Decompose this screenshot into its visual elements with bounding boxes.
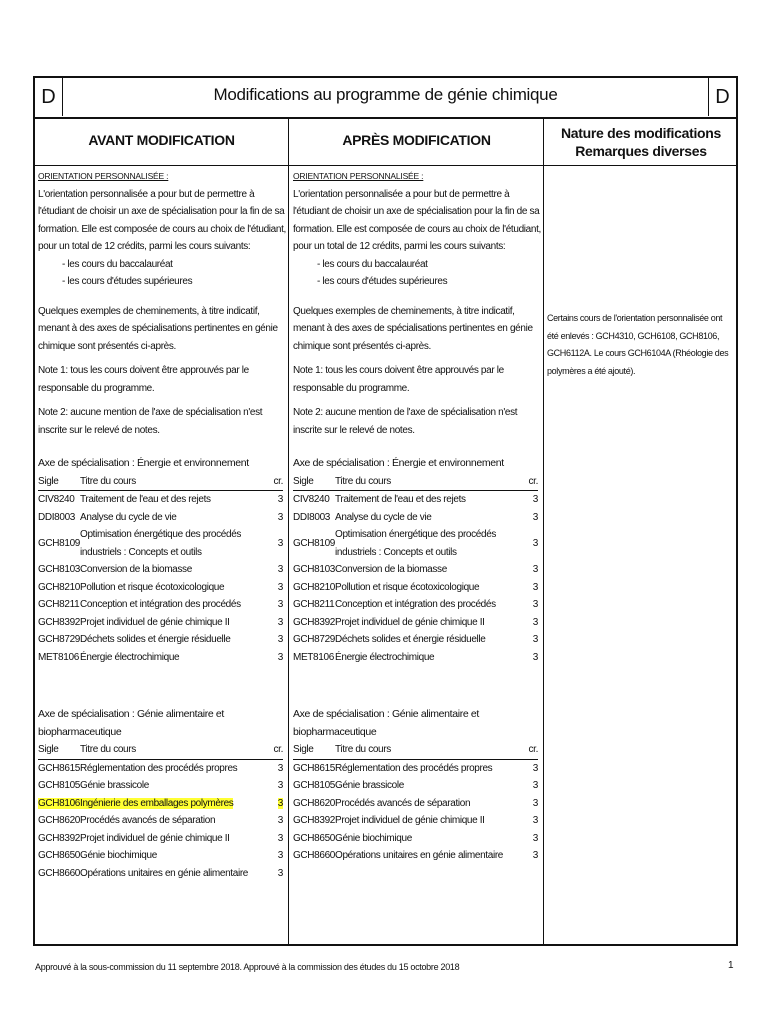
course-credits	[265, 631, 283, 649]
course-title-text: Génie biochimique	[335, 832, 412, 844]
bullet-bac: - les cours du baccalauréat	[317, 258, 428, 270]
course-code-text: GCH8392	[293, 616, 336, 628]
col-cr: cr.	[265, 473, 283, 491]
course-title	[335, 526, 520, 561]
course-credits-text: 3	[532, 564, 538, 575]
course-title-text: Génie brassicole	[335, 780, 404, 791]
course-row	[293, 579, 538, 597]
course-title	[80, 795, 265, 813]
course-code	[293, 777, 335, 795]
course-credits	[265, 847, 283, 865]
axis-energy-title: Axe de spécialisation : Énergie et environnement	[293, 457, 504, 469]
course-credits	[265, 509, 283, 527]
course-code	[293, 491, 335, 509]
course-credits-text: 3	[532, 511, 538, 523]
course-credits	[265, 561, 283, 579]
course-title	[80, 649, 265, 667]
course-row	[293, 631, 538, 649]
course-code	[293, 830, 335, 848]
axis-energy-title: Axe de spécialisation : Énergie et environnement	[38, 457, 249, 469]
course-row	[38, 759, 283, 777]
course-credits	[520, 759, 538, 777]
course-title-text: Conception et intégration des procédés	[80, 599, 241, 610]
course-code	[38, 631, 80, 649]
course-row	[38, 777, 283, 795]
course-code-text: DDI8003	[293, 511, 331, 523]
course-credits	[265, 865, 283, 883]
bullet-etudes-sup: - les cours d'études supérieures	[62, 276, 193, 287]
course-code	[38, 491, 80, 509]
course-credits-text: 3	[532, 797, 538, 809]
course-credits-text: 3	[532, 850, 538, 861]
course-row	[293, 830, 538, 848]
course-title	[335, 614, 520, 632]
course-credits-text: 3	[532, 815, 538, 826]
examples-paragraph: Quelques exemples de cheminements, à titre indicatif, menant à des axes de spécialisations pertinentes en génie chimique sont présentés ci-après.	[38, 305, 278, 352]
course-title	[335, 795, 520, 813]
course-row	[38, 526, 283, 561]
course-row	[293, 509, 538, 527]
course-title-text: Pollution et risque écotoxicologique	[80, 581, 225, 593]
course-code	[293, 795, 335, 813]
course-credits	[265, 795, 283, 813]
course-code	[293, 631, 335, 649]
course-code-text: GCH8109	[38, 537, 81, 549]
course-code-text: GCH8660	[293, 850, 336, 861]
course-title	[80, 865, 265, 883]
course-code-text: GCH8615	[38, 762, 81, 774]
course-credits	[265, 830, 283, 848]
course-code-text: GCH8211	[38, 599, 80, 610]
course-code	[293, 847, 335, 865]
course-title	[80, 579, 265, 597]
course-title-text: Optimisation énergétique des procédés industriels : Concepts et outils	[80, 529, 242, 558]
course-title	[335, 631, 520, 649]
note1: Note 1: tous les cours doivent être approuvés par le responsable du programme.	[38, 365, 249, 394]
course-code	[38, 812, 80, 830]
course-code	[293, 561, 335, 579]
course-title-text: Opérations unitaires en génie alimentaire	[80, 867, 249, 879]
course-credits	[265, 596, 283, 614]
course-title	[80, 777, 265, 795]
course-credits-text: 3	[277, 599, 283, 610]
course-title-text: Analyse du cycle de vie	[80, 511, 177, 523]
approval-footer: Approuvé à la sous-commission du 11 septembre 2018. Approuvé à la commission des études du 15 octobre 2018	[35, 962, 460, 972]
col-sigle: Sigle	[38, 473, 80, 491]
course-code	[293, 759, 335, 777]
course-code	[38, 847, 80, 865]
course-title-text: Traitement de l'eau et des rejets	[80, 494, 211, 505]
course-code-text: GCH8615	[293, 762, 336, 774]
course-code-text: GCH8392	[293, 815, 336, 826]
course-code	[293, 596, 335, 614]
col-titre: Titre du cours	[80, 473, 265, 491]
course-code-text: GCH8103	[38, 564, 81, 575]
course-code	[38, 777, 80, 795]
course-credits-text: 3	[277, 634, 283, 645]
course-title	[335, 561, 520, 579]
course-credits-text: 3	[277, 616, 283, 628]
course-code-text: GCH8392	[38, 832, 81, 844]
course-code	[38, 526, 80, 561]
course-title-text: Réglementation des procédés propres	[335, 762, 493, 774]
course-code	[38, 509, 80, 527]
course-title	[335, 847, 520, 865]
course-title-text: Optimisation énergétique des procédés industriels : Concepts et outils	[335, 529, 497, 558]
course-row	[38, 649, 283, 667]
course-row	[38, 491, 283, 509]
course-row	[293, 526, 538, 561]
course-credits-text: 3	[532, 634, 538, 645]
course-credits	[520, 795, 538, 813]
course-credits	[520, 561, 538, 579]
course-title	[80, 526, 265, 561]
avant-heading: AVANT MODIFICATION	[88, 132, 235, 148]
col-cr: cr.	[520, 473, 538, 491]
column-divider-1	[288, 118, 289, 946]
course-title	[80, 596, 265, 614]
course-code-text: DDI8003	[38, 511, 76, 523]
bullet-bac: - les cours du baccalauréat	[62, 258, 173, 270]
course-credits	[265, 491, 283, 509]
col-sigle: Sigle	[38, 741, 80, 759]
course-title-text: Conception et intégration des procédés	[335, 599, 496, 610]
course-code	[293, 579, 335, 597]
course-title-text: Pollution et risque écotoxicologique	[335, 581, 480, 593]
course-row	[293, 614, 538, 632]
course-code	[38, 865, 80, 883]
course-credits-text: 3	[277, 780, 283, 791]
course-credits-text: 3	[277, 651, 283, 663]
course-credits-text: 3	[277, 815, 283, 826]
course-code	[38, 579, 80, 597]
course-credits	[520, 596, 538, 614]
course-title	[80, 614, 265, 632]
course-code	[293, 812, 335, 830]
course-title	[335, 509, 520, 527]
course-credits	[520, 509, 538, 527]
orientation-heading: ORIENTATION PERSONNALISÉE :	[38, 171, 169, 181]
course-row	[293, 777, 538, 795]
course-credits-text: 3	[532, 762, 538, 774]
course-row	[38, 596, 283, 614]
course-credits	[265, 649, 283, 667]
course-code	[38, 759, 80, 777]
axis-food-title: Axe de spécialisation : Génie alimentaire et biopharmaceutique	[38, 708, 224, 738]
course-credits	[265, 777, 283, 795]
course-title	[335, 579, 520, 597]
course-credits-text: 3	[532, 651, 538, 663]
modification-table	[33, 76, 738, 946]
course-code-text: GCH8210	[38, 581, 81, 593]
column-divider-2	[543, 118, 544, 946]
remarks-text: Certains cours de l'orientation personnalisée ont été enlevés : GCH4310, GCH6108, GCH8106, GCH6112A. Le cours GCH6104A (Rhéologie des polymères a été ajouté).	[547, 313, 729, 376]
course-title-text: Ingénierie des emballages polymères	[80, 797, 234, 809]
course-code-text: GCH8105	[38, 780, 81, 791]
nature-heading-line1: Nature des modifications	[560, 125, 722, 141]
course-title-text: Déchets solides et énergie résiduelle	[335, 634, 486, 645]
course-credits-text: 3	[277, 494, 283, 505]
food-course-table	[293, 741, 538, 865]
course-row	[38, 561, 283, 579]
course-title-text: Génie brassicole	[80, 780, 149, 791]
course-row	[38, 830, 283, 848]
course-code-text: GCH8650	[38, 850, 81, 861]
examples-paragraph: Quelques exemples de cheminements, à titre indicatif, menant à des axes de spécialisations pertinentes en génie chimique sont présentés ci-après.	[293, 305, 533, 352]
energy-course-table	[293, 473, 538, 667]
course-title	[80, 812, 265, 830]
course-credits-text: 3	[532, 537, 538, 549]
course-code	[38, 561, 80, 579]
page-number: 1	[728, 960, 734, 971]
course-credits	[520, 614, 538, 632]
course-code	[293, 526, 335, 561]
course-title-text: Procédés avancés de séparation	[335, 797, 471, 809]
course-credits	[520, 579, 538, 597]
course-code-text: GCH8103	[293, 564, 336, 575]
col-titre: Titre du cours	[335, 741, 520, 759]
course-code-text: GCH8660	[38, 867, 81, 879]
col-titre: Titre du cours	[335, 473, 520, 491]
course-title-text: Énergie électrochimique	[80, 651, 180, 663]
course-credits	[520, 631, 538, 649]
course-title-text: Génie biochimique	[80, 850, 157, 861]
course-title	[335, 830, 520, 848]
course-credits-text: 3	[277, 537, 283, 549]
course-code-text: GCH8620	[293, 797, 336, 809]
course-credits-text: 3	[532, 599, 538, 610]
course-row	[38, 614, 283, 632]
course-title-text: Procédés avancés de séparation	[80, 815, 216, 826]
intro-paragraph: L'orientation personnalisée a pour but de permettre à l'étudiant de choisir un axe de spécialisation pour la fin de sa formation. Elle est composée de cours au choix de l'étudiant, pour un total de 12 crédits, parmi les cours suivants:	[293, 188, 541, 252]
d-label-right: D	[708, 78, 736, 116]
course-title-text: Conversion de la biomasse	[80, 564, 192, 575]
course-row	[38, 795, 283, 813]
course-title	[80, 759, 265, 777]
course-credits-text: 3	[277, 797, 283, 809]
document-title: Modifications au programme de génie chimique	[213, 85, 558, 104]
bullet-etudes-sup: - les cours d'études supérieures	[317, 276, 448, 287]
course-title-text: Énergie électrochimique	[335, 651, 435, 663]
intro-paragraph: L'orientation personnalisée a pour but de permettre à l'étudiant de choisir un axe de spécialisation pour la fin de sa formation. Elle est composée de cours au choix de l'étudiant, pour un total de 12 crédits, parmi les cours suivants:	[38, 188, 286, 252]
course-credits	[265, 614, 283, 632]
course-title	[80, 561, 265, 579]
course-credits	[265, 759, 283, 777]
course-title	[335, 777, 520, 795]
course-title	[80, 631, 265, 649]
course-row	[293, 649, 538, 667]
course-row	[293, 759, 538, 777]
course-row	[38, 579, 283, 597]
course-title-text: Traitement de l'eau et des rejets	[335, 494, 466, 505]
course-title-text: Opérations unitaires en génie alimentaire	[335, 850, 504, 861]
course-title-text: Réglementation des procédés propres	[80, 762, 238, 774]
course-title	[335, 759, 520, 777]
course-credits-text: 3	[532, 494, 538, 505]
col-sigle: Sigle	[293, 741, 335, 759]
course-title-text: Conversion de la biomasse	[335, 564, 447, 575]
note2: Note 2: aucune mention de l'axe de spécialisation n'est inscrite sur le relevé de notes.	[38, 407, 263, 436]
course-row	[38, 812, 283, 830]
orientation-heading: ORIENTATION PERSONNALISÉE :	[293, 171, 424, 181]
course-row	[293, 847, 538, 865]
course-credits	[520, 526, 538, 561]
food-course-table	[38, 741, 283, 882]
course-code	[293, 649, 335, 667]
course-code-text: GCH8650	[293, 832, 336, 844]
course-credits	[520, 649, 538, 667]
course-row	[293, 795, 538, 813]
col-cr: cr.	[520, 741, 538, 759]
course-credits-text: 3	[277, 867, 283, 879]
course-title-text: Projet individuel de génie chimique II	[335, 815, 485, 826]
energy-course-table	[38, 473, 283, 667]
course-code	[38, 795, 80, 813]
course-code-text: MET8106	[38, 651, 79, 663]
course-title	[80, 509, 265, 527]
course-credits	[265, 526, 283, 561]
course-credits	[265, 812, 283, 830]
course-code-text: GCH8729	[38, 634, 81, 645]
course-code	[293, 509, 335, 527]
course-code-text: CIV8240	[293, 494, 330, 505]
course-row	[38, 847, 283, 865]
course-title	[80, 491, 265, 509]
axis-food-title: Axe de spécialisation : Génie alimentaire et biopharmaceutique	[293, 708, 479, 738]
nature-heading	[544, 124, 738, 170]
course-code	[38, 614, 80, 632]
apres-heading: APRÈS MODIFICATION	[342, 132, 491, 148]
course-title-text: Déchets solides et énergie résiduelle	[80, 634, 231, 645]
course-credits-text: 3	[277, 564, 283, 575]
nature-heading-line2: Remarques diverses	[575, 143, 707, 159]
course-row	[293, 491, 538, 509]
col-sigle: Sigle	[293, 473, 335, 491]
course-code	[38, 596, 80, 614]
course-title	[335, 649, 520, 667]
course-credits	[520, 812, 538, 830]
course-code-text: GCH8109	[293, 537, 336, 549]
course-title	[335, 812, 520, 830]
course-code-text: GCH8620	[38, 815, 81, 826]
course-code-text: CIV8240	[38, 494, 75, 505]
course-credits	[520, 830, 538, 848]
course-credits	[265, 579, 283, 597]
course-code-text: GCH8211	[293, 599, 335, 610]
header-divider	[35, 165, 736, 166]
apres-column	[293, 168, 541, 865]
course-credits	[520, 491, 538, 509]
title-divider	[35, 117, 736, 119]
course-title	[335, 596, 520, 614]
course-title-text: Projet individuel de génie chimique II	[80, 832, 230, 844]
course-code-text: GCH8729	[293, 634, 336, 645]
course-row	[38, 509, 283, 527]
course-code-text: GCH8105	[293, 780, 336, 791]
course-credits-text: 3	[532, 780, 538, 791]
course-credits-text: 3	[277, 850, 283, 861]
course-title	[80, 830, 265, 848]
course-credits-text: 3	[277, 832, 283, 844]
course-credits-text: 3	[277, 581, 283, 593]
course-title	[80, 847, 265, 865]
d-label-left: D	[35, 78, 63, 116]
course-credits	[520, 777, 538, 795]
note1: Note 1: tous les cours doivent être approuvés par le responsable du programme.	[293, 365, 504, 394]
col-cr: cr.	[265, 741, 283, 759]
course-credits-text: 3	[277, 762, 283, 774]
course-code-text: GCH8210	[293, 581, 336, 593]
course-code	[38, 649, 80, 667]
course-code	[38, 830, 80, 848]
course-credits	[520, 847, 538, 865]
course-credits-text: 3	[532, 616, 538, 628]
course-credits-text: 3	[532, 832, 538, 844]
note2: Note 2: aucune mention de l'axe de spécialisation n'est inscrite sur le relevé de notes.	[293, 407, 518, 436]
course-row	[38, 865, 283, 883]
course-code-text: GCH8392	[38, 616, 81, 628]
course-credits-text: 3	[532, 581, 538, 593]
course-title	[335, 491, 520, 509]
course-code	[293, 614, 335, 632]
course-credits-text: 3	[277, 511, 283, 523]
course-title-text: Projet individuel de génie chimique II	[80, 616, 230, 628]
course-row	[38, 631, 283, 649]
title-row	[35, 78, 736, 118]
course-code-text: MET8106	[293, 651, 334, 663]
col-titre: Titre du cours	[80, 741, 265, 759]
course-row	[293, 812, 538, 830]
avant-column	[38, 168, 286, 882]
course-title-text: Analyse du cycle de vie	[335, 511, 432, 523]
course-row	[293, 561, 538, 579]
course-row	[293, 596, 538, 614]
course-code-text: GCH8106	[38, 797, 81, 809]
course-title-text: Projet individuel de génie chimique II	[335, 616, 485, 628]
